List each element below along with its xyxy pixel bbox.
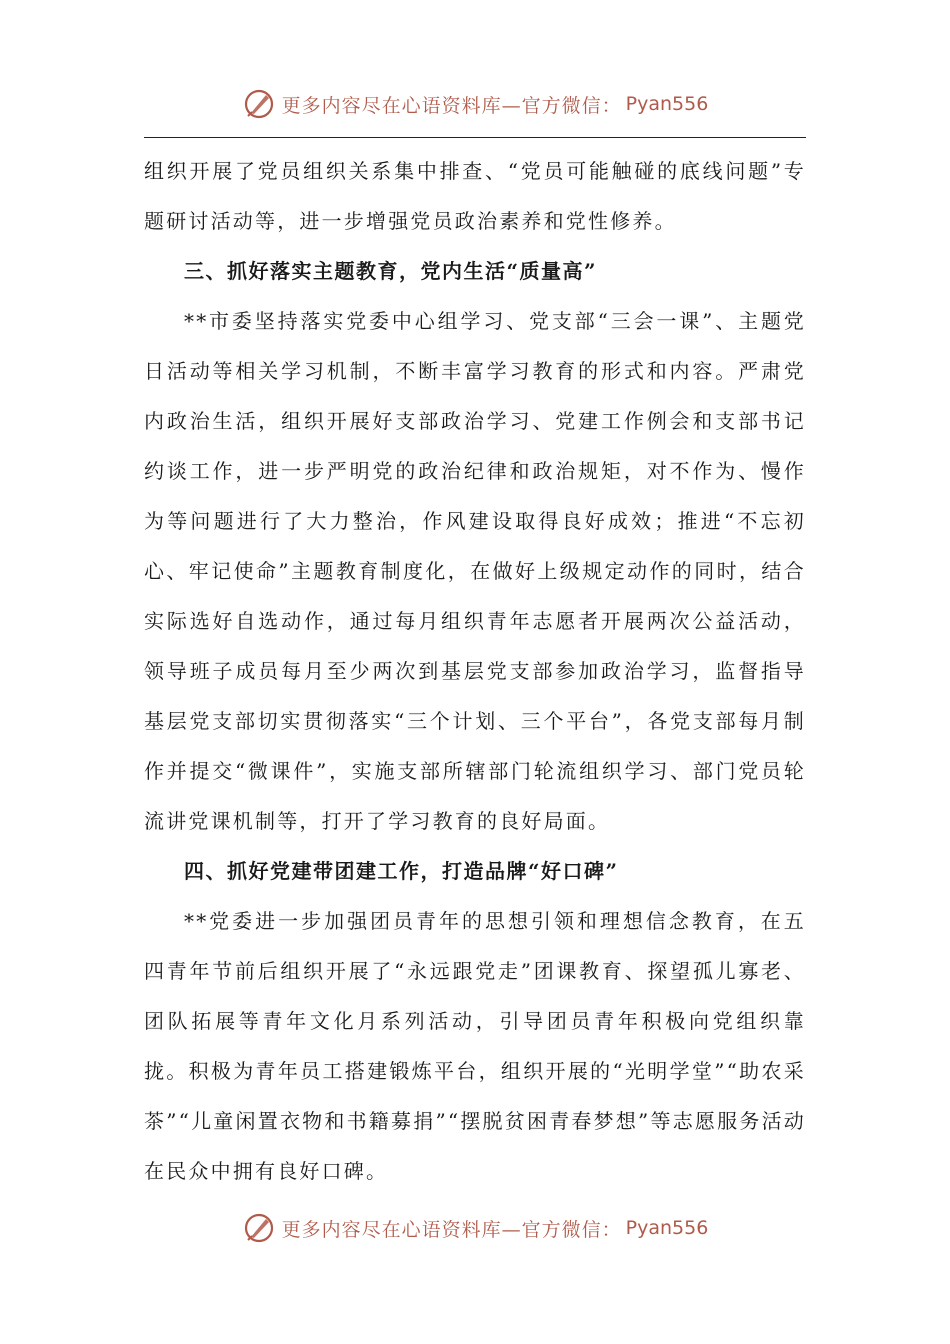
quill-logo-icon bbox=[242, 87, 276, 121]
banner-text: 更多内容尽在心语资料库—官方微信： bbox=[281, 94, 622, 117]
wechat-id: Pyan556 bbox=[625, 1217, 709, 1239]
document-body bbox=[144, 146, 806, 1196]
paragraph-section-4: **党委进一步加强团员青年的思想引领和理想信念教育，在五四青年节前后组织开展了“永远跟党走”团课教育、探望孤儿寡老、团队拓展等青年文化月系列活动，引导团员青年积极向党组织靠拢。积极为青年员工搭建锻炼平台，组织开展的“光明学堂”“助农采茶”“儿童闲置衣物和书籍募捐”“摆脱贫困青春梦想”等志愿服务活动在民众中拥有良好口碑。 bbox=[144, 909, 806, 1183]
banner-text: 更多内容尽在心语资料库—官方微信： bbox=[281, 1218, 622, 1241]
header-banner bbox=[0, 84, 950, 124]
section-heading-3: 三、抓好落实主题教育，党内生活“质量高” bbox=[184, 259, 598, 283]
header-rule bbox=[144, 137, 806, 138]
wechat-id: Pyan556 bbox=[625, 93, 709, 115]
quill-logo-icon bbox=[242, 1211, 276, 1245]
paragraph-continued: 组织开展了党员组织关系集中排查、“党员可能触碰的底线问题”专题研讨活动等，进一步增强党员政治素养和党性修养。 bbox=[144, 159, 806, 233]
footer-banner bbox=[0, 1208, 950, 1248]
paragraph-section-3: **市委坚持落实党委中心组学习、党支部“三会一课”、主题党日活动等相关学习机制，不断丰富学习教育的形式和内容。严肃党内政治生活，组织开展好支部政治学习、党建工作例会和支部书记约谈工作，进一步严明党的政治纪律和政治规矩，对不作为、慢作为等问题进行了大力整治，作风建设取得良好成效；推进“不忘初心、牢记使命”主题教育制度化，在做好上级规定动作的同时，结合实际选好自选动作，通过每月组织青年志愿者开展两次公益活动，领导班子成员每月至少两次到基层党支部参加政治学习，监督指导基层党支部切实贯彻落实“三个计划、三个平台”，各党支部每月制作并提交“微课件”，实施支部所辖部门轮流组织学习、部门党员轮流讲党课机制等，打开了学习教育的良好局面。 bbox=[144, 309, 806, 833]
section-heading-4: 四、抓好党建带团建工作，打造品牌“好口碑” bbox=[184, 859, 619, 883]
